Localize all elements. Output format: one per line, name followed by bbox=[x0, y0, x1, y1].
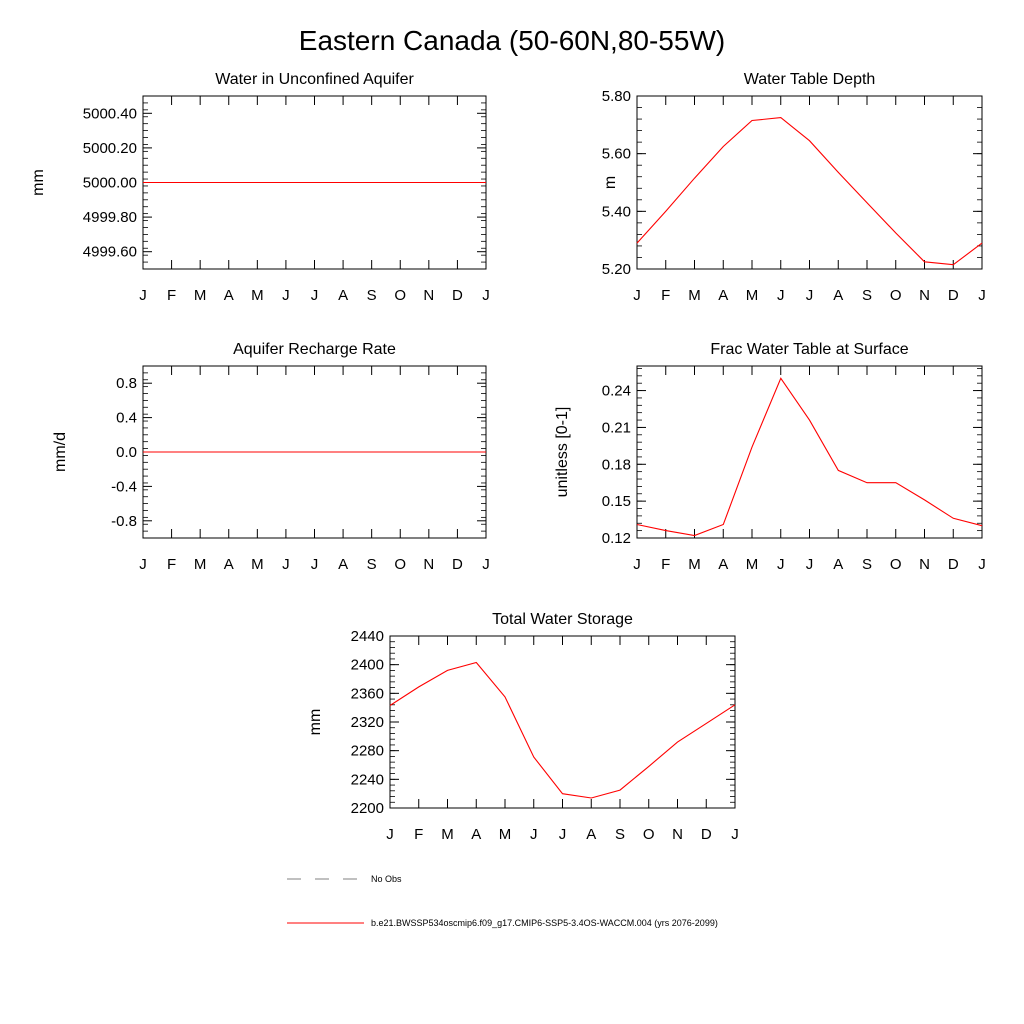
x-tick-label: M bbox=[193, 287, 207, 304]
x-tick-label: S bbox=[366, 287, 377, 304]
x-tick-label: M bbox=[745, 556, 759, 573]
x-tick-label: O bbox=[889, 556, 902, 573]
x-tick-label: N bbox=[423, 556, 435, 573]
x-tick-label: S bbox=[614, 826, 626, 843]
x-tick-label: N bbox=[672, 826, 683, 843]
y-tick-label: 0.18 bbox=[601, 456, 631, 474]
plot-frame bbox=[390, 636, 735, 808]
x-tick-label: J bbox=[978, 556, 986, 573]
x-tick-label: J bbox=[386, 826, 394, 843]
x-tick-label: F bbox=[661, 287, 671, 304]
plot-frame bbox=[637, 366, 982, 538]
x-tick-label: J bbox=[482, 556, 490, 573]
x-tick-label: J bbox=[633, 287, 641, 304]
x-tick-label: A bbox=[338, 556, 349, 573]
x-tick-label: M bbox=[193, 556, 207, 573]
x-tick-label: O bbox=[889, 287, 902, 304]
x-tick-label: J bbox=[282, 556, 290, 573]
y-tick-label: 5000.40 bbox=[82, 105, 137, 123]
legend bbox=[287, 874, 718, 928]
y-tick-label: 0.21 bbox=[601, 419, 631, 437]
x-tick-label: O bbox=[394, 287, 407, 304]
x-tick-label: A bbox=[223, 556, 234, 573]
y-tick-label: 0.8 bbox=[116, 375, 137, 393]
x-tick-label: F bbox=[166, 287, 177, 304]
legend-label-no-obs: No Obs bbox=[371, 874, 402, 884]
y-tick-label: 2440 bbox=[350, 628, 384, 645]
x-tick-label: J bbox=[482, 287, 490, 304]
x-tick-label: A bbox=[718, 556, 729, 573]
x-tick-label: F bbox=[661, 556, 671, 573]
y-tick-label: 2400 bbox=[350, 656, 384, 674]
chart-title: Water Table Depth bbox=[743, 71, 876, 88]
x-tick-label: D bbox=[451, 556, 463, 573]
y-tick-label: 2200 bbox=[350, 800, 384, 817]
chart-panel-5 bbox=[307, 611, 739, 843]
series-line bbox=[637, 378, 982, 535]
y-tick-label: 0.15 bbox=[601, 493, 631, 511]
x-tick-label: A bbox=[586, 826, 597, 843]
y-tick-label: -0.8 bbox=[111, 512, 137, 530]
x-tick-label: A bbox=[718, 287, 729, 304]
x-tick-label: M bbox=[441, 826, 454, 843]
x-tick-label: O bbox=[394, 556, 407, 573]
x-tick-label: A bbox=[471, 826, 482, 843]
x-tick-label: N bbox=[919, 287, 930, 304]
y-tick-label: 5.20 bbox=[601, 261, 631, 278]
x-tick-label: J bbox=[805, 556, 814, 573]
x-tick-label: A bbox=[833, 287, 844, 304]
chart-title: Frac Water Table at Surface bbox=[710, 341, 909, 358]
x-tick-label: J bbox=[978, 287, 986, 304]
x-tick-label: J bbox=[805, 287, 814, 304]
y-tick-label: 5.60 bbox=[601, 145, 631, 163]
y-tick-label: 0.0 bbox=[116, 444, 137, 461]
x-tick-label: D bbox=[700, 826, 712, 843]
x-tick-label: M bbox=[745, 287, 759, 304]
x-tick-label: J bbox=[139, 556, 147, 573]
y-tick-label: 4999.80 bbox=[82, 209, 137, 227]
chart-title: Aquifer Recharge Rate bbox=[233, 341, 396, 358]
x-tick-label: D bbox=[947, 556, 959, 573]
x-tick-label: N bbox=[423, 287, 435, 304]
y-tick-label: 2360 bbox=[350, 685, 384, 703]
y-axis-label: unitless [0-1] bbox=[554, 406, 571, 498]
y-tick-label: 0.24 bbox=[601, 382, 631, 400]
x-tick-label: J bbox=[310, 556, 319, 573]
plot-frame bbox=[637, 96, 982, 269]
x-tick-label: J bbox=[310, 287, 319, 304]
x-tick-label: J bbox=[282, 287, 290, 304]
x-tick-label: J bbox=[558, 826, 567, 843]
x-tick-label: O bbox=[642, 826, 655, 843]
x-tick-label: J bbox=[530, 826, 538, 843]
y-axis-label: mm bbox=[30, 169, 47, 196]
chart-title: Water in Unconfined Aquifer bbox=[215, 71, 414, 88]
y-tick-label: 4999.60 bbox=[82, 243, 137, 261]
series-line bbox=[637, 118, 982, 265]
x-tick-label: D bbox=[947, 287, 959, 304]
y-tick-label: 2320 bbox=[350, 714, 384, 731]
y-axis-label: mm/d bbox=[52, 432, 69, 472]
y-tick-label: 2240 bbox=[350, 771, 384, 789]
x-tick-label: S bbox=[366, 556, 377, 573]
x-tick-label: J bbox=[633, 556, 641, 573]
x-tick-label: S bbox=[861, 287, 873, 304]
x-tick-label: M bbox=[251, 287, 264, 304]
y-axis-label: m bbox=[602, 175, 619, 190]
x-tick-label: M bbox=[688, 556, 701, 573]
x-tick-label: A bbox=[338, 287, 349, 304]
legend-label-model: b.e21.BWSSP534oscmip6.f09_g17.CMIP6-SSP5-3.4OS-WACCM.004 (yrs 2076-2099) bbox=[371, 918, 718, 928]
x-tick-label: M bbox=[251, 556, 264, 573]
y-tick-label: 5.40 bbox=[601, 203, 631, 221]
x-tick-label: A bbox=[833, 556, 844, 573]
chart-panel-2 bbox=[602, 71, 986, 304]
x-tick-label: M bbox=[688, 287, 701, 304]
page-title: Eastern Canada (50-60N,80-55W) bbox=[298, 25, 726, 56]
x-tick-label: J bbox=[777, 287, 785, 304]
x-tick-label: S bbox=[861, 556, 873, 573]
x-tick-label: F bbox=[166, 556, 177, 573]
y-tick-label: 5.80 bbox=[601, 88, 631, 105]
y-tick-label: 0.4 bbox=[116, 409, 137, 427]
y-axis-label: mm bbox=[307, 708, 324, 736]
x-tick-label: M bbox=[498, 826, 512, 843]
series-line bbox=[390, 663, 735, 799]
y-tick-label: 5000.20 bbox=[82, 139, 137, 157]
y-tick-label: 2280 bbox=[350, 742, 384, 760]
x-tick-label: F bbox=[414, 826, 424, 843]
y-tick-label: 5000.00 bbox=[82, 174, 137, 192]
chart-panel-1 bbox=[30, 71, 490, 304]
y-tick-label: -0.4 bbox=[111, 478, 137, 496]
x-tick-label: A bbox=[223, 287, 234, 304]
y-tick-label: 0.12 bbox=[601, 530, 631, 547]
x-tick-label: J bbox=[139, 287, 147, 304]
x-tick-label: D bbox=[451, 287, 463, 304]
chart-panel-3 bbox=[52, 341, 490, 573]
x-tick-label: J bbox=[777, 556, 785, 573]
x-tick-label: N bbox=[919, 556, 930, 573]
chart-panel-4 bbox=[554, 341, 986, 573]
chart-title: Total Water Storage bbox=[492, 611, 633, 628]
chart-panels bbox=[30, 71, 986, 843]
x-tick-label: J bbox=[731, 826, 739, 843]
